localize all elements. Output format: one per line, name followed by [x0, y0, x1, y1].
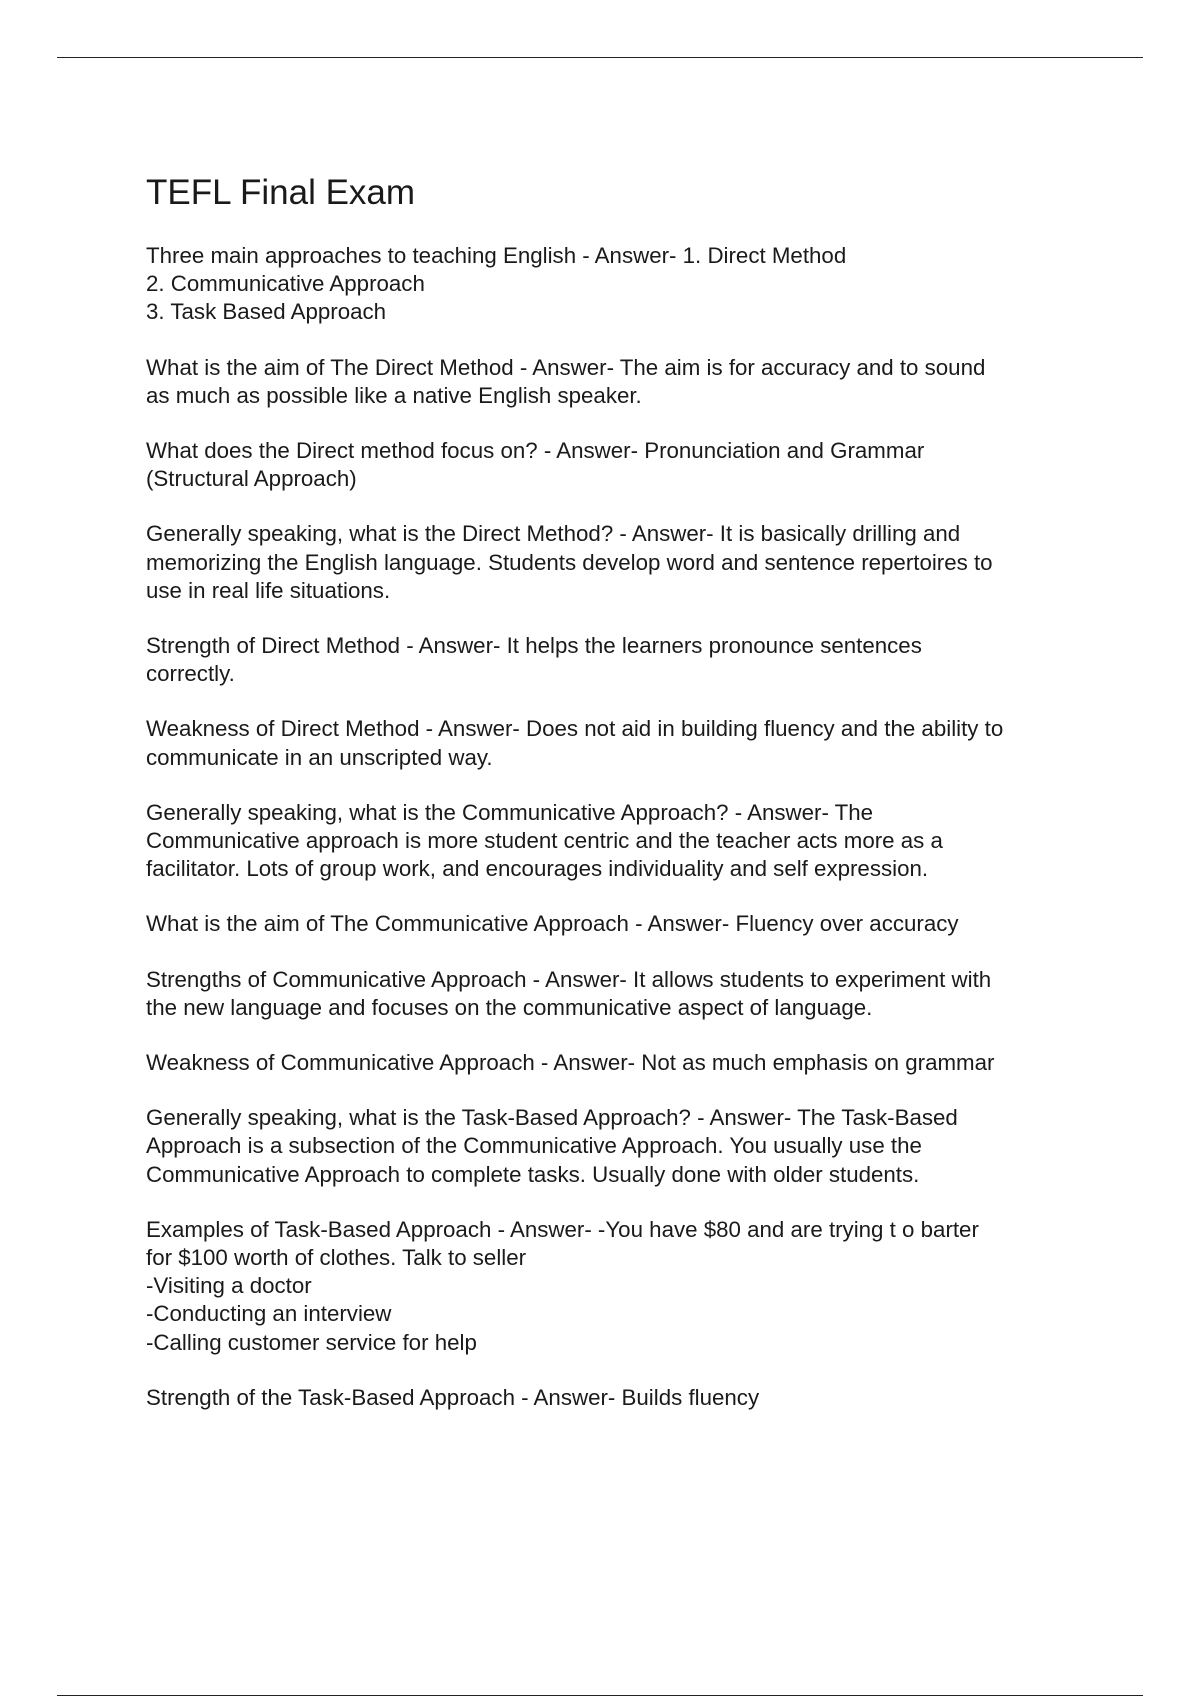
qa-line: -Visiting a doctor	[146, 1273, 312, 1299]
qa-line: What is the aim of The Direct Method - Answer- The aim is for accuracy and to sound	[146, 354, 986, 380]
qa-item	[146, 1384, 1086, 1412]
bottom-rule	[57, 1695, 1143, 1696]
page-title: TEFL Final Exam	[146, 173, 416, 212]
qa-item	[146, 715, 1086, 771]
qa-line: Strength of Direct Method - Answer- It helps the learners pronounce sentences	[146, 633, 922, 659]
qa-line: What is the aim of The Communicative Approach - Answer- Fluency over accuracy	[146, 911, 959, 937]
qa-line: Strength of the Task-Based Approach - Answer- Builds fluency	[146, 1384, 760, 1410]
qa-line: Generally speaking, what is the Task-Based Approach? - Answer- The Task-Based	[146, 1105, 958, 1131]
qa-line: as much as possible like a native English speaker.	[146, 382, 642, 408]
qa-line: Examples of Task-Based Approach - Answer- -You have $80 and are trying t o barter	[146, 1216, 979, 1242]
qa-line: Generally speaking, what is the Direct Method? - Answer- It is basically drilling and	[146, 521, 961, 547]
qa-line: 2. Communicative Approach	[146, 271, 425, 297]
qa-item	[146, 799, 1086, 884]
qa-item	[146, 966, 1086, 1022]
qa-line: Weakness of Direct Method - Answer- Does not aid in building fluency and the ability to	[146, 716, 1004, 742]
document-body	[146, 172, 1086, 1439]
qa-item	[146, 1216, 1086, 1357]
qa-line: Generally speaking, what is the Communicative Approach? - Answer- The	[146, 799, 874, 825]
qa-line: What does the Direct method focus on? - Answer- Pronunciation and Grammar	[146, 438, 925, 464]
qa-line: (Structural Approach)	[146, 466, 357, 492]
qa-line: facilitator. Lots of group work, and encourages individuality and self expression.	[146, 856, 929, 882]
qa-line: communicate in an unscripted way.	[146, 744, 493, 770]
qa-line: -Conducting an interview	[146, 1301, 392, 1327]
qa-line: -Calling customer service for help	[146, 1329, 477, 1355]
qa-line: use in real life situations.	[146, 577, 391, 603]
qa-line: memorizing the English language. Students develop word and sentence repertoires to	[146, 549, 993, 575]
qa-item	[146, 1104, 1086, 1189]
qa-line: Communicative approach is more student centric and the teacher acts more as a	[146, 828, 943, 854]
qa-line: Weakness of Communicative Approach - Answer- Not as much emphasis on grammar	[146, 1050, 995, 1076]
qa-line: 3. Task Based Approach	[146, 299, 387, 325]
qa-line: Approach is a subsection of the Communicative Approach. You usually use the	[146, 1133, 922, 1159]
qa-line: correctly.	[146, 661, 235, 687]
qa-item	[146, 242, 1086, 327]
qa-line: the new language and focuses on the communicative aspect of language.	[146, 994, 873, 1020]
qa-line: Three main approaches to teaching English - Answer- 1. Direct Method	[146, 243, 847, 268]
qa-line: for $100 worth of clothes. Talk to seller	[146, 1245, 527, 1271]
qa-line: Strengths of Communicative Approach - Answer- It allows students to experiment with	[146, 966, 992, 992]
qa-item	[146, 910, 1086, 938]
qa-item	[146, 354, 1086, 410]
qa-item	[146, 520, 1086, 605]
top-rule	[57, 57, 1143, 58]
qa-item	[146, 437, 1086, 493]
qa-item	[146, 632, 1086, 688]
qa-item	[146, 1049, 1086, 1077]
qa-line: Communicative Approach to complete tasks. Usually done with older students.	[146, 1161, 920, 1187]
